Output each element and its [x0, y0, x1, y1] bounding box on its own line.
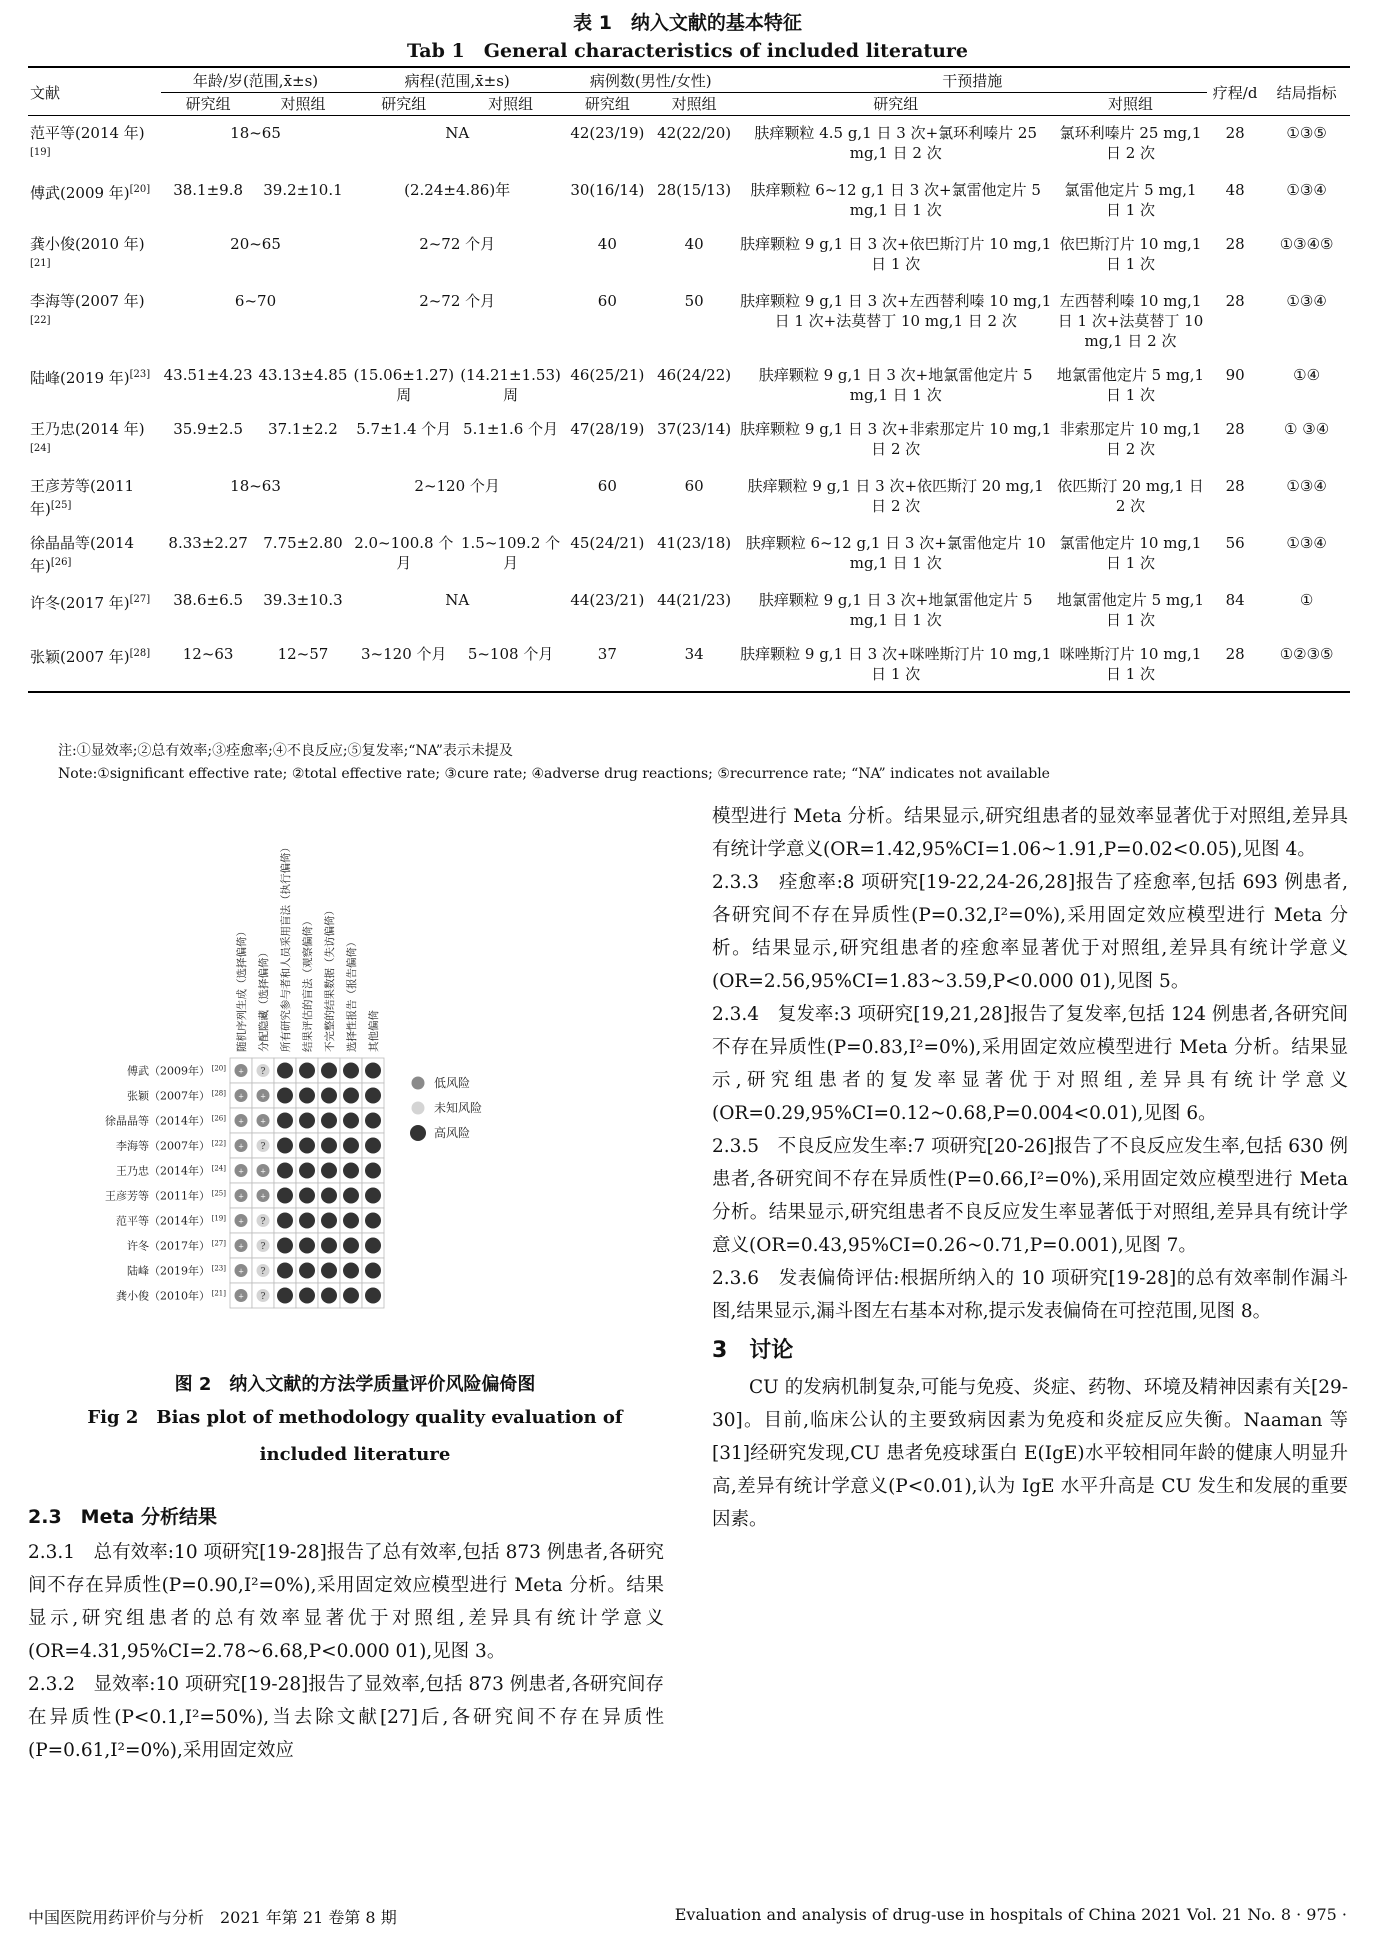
cell-intervention-control: 左西替利嗪 10 mg,1 日 1 次+法莫替丁 10 mg,1 日 2 次	[1057, 292, 1204, 350]
risk-high-dot	[343, 1163, 359, 1179]
cell-age: 18~65	[230, 124, 281, 142]
cell-course-control: 1.5~109.2 个月	[461, 534, 561, 572]
bias-domain-label: 随机序列生成（选择偏倚）	[236, 926, 248, 1052]
bias-domain-label: 结果评估的盲法（观察偏倚）	[302, 915, 314, 1052]
cell-cases-study: 45(24/21)	[570, 534, 645, 552]
cell-outcome: ①③④⑤	[1279, 235, 1334, 253]
literature-label: 徐晶晶等(2014 年)	[30, 534, 135, 575]
question-glyph: ?	[260, 1242, 266, 1252]
cell-outcome: ①③④	[1286, 477, 1327, 495]
cell-intervention-study: 肤痒颗粒 9 g,1 日 3 次+左西替利嗪 10 mg,1 日 1 次+法莫替丁 10 mg,1 日 2 次	[740, 292, 1052, 330]
cell-duration: 28	[1225, 477, 1245, 495]
legend-high-label: 高风险	[434, 1126, 471, 1140]
cell-outcome: ①③④	[1286, 534, 1327, 552]
cell-age-control: 37.1±2.2	[268, 420, 338, 438]
literature-ref: [28]	[129, 648, 151, 659]
cell-age-study: 38.1±9.8	[173, 181, 244, 199]
bias-domain-label: 不完整的结果数据（失访偏倚）	[324, 905, 336, 1052]
footer-journal-cn: 中国医院用药评价与分析 2021 年第 21 卷第 8 期	[28, 1908, 397, 1927]
risk-high-dot	[321, 1263, 337, 1279]
paragraph: 2.3.1 总有效率:10 项研究[19-28]报告了总有效率,包括 873 例患者,各研究间不存在异质性(P=0.90,I²=0%),采用固定效应模型进行 Meta 分析。结果显示,研究组患者的总有效率显著优于对照组,差异具有统计学意义(OR=4.31,95%CI=2.78~6.68,P<0.000 01),见图 3。	[28, 1542, 664, 1662]
table-row	[28, 412, 1350, 469]
risk-high-dot	[365, 1238, 381, 1254]
cell-duration: 28	[1225, 235, 1245, 253]
section-heading-discussion: 3 讨论	[712, 1338, 794, 1363]
literature-label: 龚小俊(2010 年)	[30, 235, 145, 253]
table-row	[28, 173, 1350, 227]
cell-intervention-study: 肤痒颗粒 6~12 g,1 日 3 次+氯雷他定片 5 mg,1 日 1 次	[750, 181, 1041, 219]
risk-high-dot	[277, 1138, 293, 1154]
study-label: 李海等（2007年）	[116, 1139, 210, 1153]
cell-cases-control: 40	[684, 235, 704, 253]
risk-high-dot	[299, 1263, 315, 1279]
cell-duration: 28	[1207, 637, 1263, 692]
literature-label: 张颖(2007 年)	[30, 648, 130, 666]
literature-label: 陆峰(2019 年)	[30, 369, 130, 387]
legend-low-label: 低风险	[434, 1076, 471, 1090]
cell-cases-study: 37	[564, 637, 651, 692]
risk-high-dot	[277, 1263, 293, 1279]
literature-ref: [26]	[50, 557, 72, 568]
table-title-cn: 表 1 纳入文献的基本特征	[573, 12, 802, 34]
cell-age-study: 38.6±6.5	[173, 591, 244, 609]
cell-cases-control: 42(22/20)	[657, 124, 732, 142]
cell-age: 20~65	[230, 235, 281, 253]
study-ref: [22]	[211, 1139, 226, 1148]
study-label: 许冬（2017年）	[127, 1239, 210, 1253]
risk-high-dot	[299, 1138, 315, 1154]
header-duration: 疗程/d	[1207, 67, 1263, 116]
cell-course: 2~72 个月	[419, 292, 496, 310]
plus-glyph: +	[238, 1192, 244, 1201]
literature-ref: [21]	[30, 258, 51, 269]
risk-high-dot	[277, 1163, 293, 1179]
study-ref: [25]	[211, 1189, 226, 1198]
risk-high-dot	[321, 1113, 337, 1129]
paragraph: 2.3.3 痊愈率:8 项研究[19-22,24-26,28]报告了痊愈率,包括 693 例患者,各研究间不存在异质性(P=0.32,I²=0%),采用固定效应模型进行 Meta 分析。结果显示,研究组患者的痊愈率显著优于对照组,差异具有统计学意义(OR=2.56,95%CI=1.83~3.59,P<0.000 01),见图 5。	[712, 872, 1348, 992]
cell-cases-study: 60	[597, 292, 617, 310]
table-row	[28, 583, 1350, 637]
plus-glyph: +	[238, 1067, 244, 1076]
header-intervention: 干预措施	[738, 67, 1208, 93]
risk-high-dot	[321, 1138, 337, 1154]
cell-duration: 56	[1225, 534, 1245, 552]
risk-high-dot	[277, 1088, 293, 1104]
cell-literature	[28, 637, 161, 692]
cell-intervention-control: 依匹斯汀 20 mg,1 日 2 次	[1057, 477, 1204, 515]
risk-high-dot	[321, 1163, 337, 1179]
cell-literature	[28, 227, 161, 284]
table-row	[28, 637, 1350, 692]
cell-cases-control: 60	[684, 477, 704, 495]
risk-high-dot	[365, 1288, 381, 1304]
table-note-en: Note:①significant effective rate; ②total effective rate; ③cure rate; ④adverse drug reactions; ⑤recurrence rate; “NA” indicates not available	[58, 766, 1050, 782]
question-glyph: ?	[260, 1142, 266, 1152]
risk-high-dot	[365, 1163, 381, 1179]
cell-cases-study: 40	[597, 235, 617, 253]
subheader-study: 研究组	[350, 93, 457, 116]
cell-intervention-control: 氯雷他定片 10 mg,1 日 1 次	[1059, 534, 1202, 572]
plus-glyph: +	[238, 1292, 244, 1301]
cell-age-control: 12~57	[256, 637, 351, 692]
plus-glyph: +	[238, 1117, 244, 1126]
risk-high-dot	[299, 1188, 315, 1204]
cell-age-study: 8.33±2.27	[168, 534, 248, 552]
study-label: 龚小俊（2010年）	[116, 1289, 210, 1303]
bias-domain-label: 其他偏倚	[368, 1010, 380, 1052]
cell-course: (2.24±4.86)年	[404, 181, 511, 199]
cell-intervention-study: 肤痒颗粒 9 g,1 日 3 次+咪唑斯汀片 10 mg,1 日 1 次	[738, 637, 1054, 692]
cell-course-study: 2.0~100.8 个月	[354, 534, 454, 572]
cell-outcome: ①④	[1293, 366, 1321, 384]
paragraph: 2.3.5 不良反应发生率:7 项研究[20-26]报告了不良反应发生率,包括 630 例患者,各研究间不存在异质性(P=0.66,I²=0%),采用固定效应模型进行 Meta 分析。结果显示,研究组患者不良反应发生率显著低于对照组,差异具有统计学意义(OR=0.43,95%CI=0.26~0.71,P=0.001),见图 7。	[712, 1136, 1348, 1256]
literature-ref: [23]	[129, 369, 151, 380]
study-ref: [20]	[211, 1064, 226, 1073]
study-label: 傅武（2009年）	[127, 1064, 210, 1078]
risk-high-dot	[299, 1113, 315, 1129]
cell-duration: 28	[1225, 292, 1245, 310]
risk-high-dot	[365, 1213, 381, 1229]
cell-intervention-study: 肤痒颗粒 9 g,1 日 3 次+地氯雷他定片 5 mg,1 日 1 次	[758, 591, 1033, 629]
cell-outcome: ①③④	[1286, 292, 1327, 310]
cell-intervention-control: 依巴斯汀片 10 mg,1 日 1 次	[1059, 235, 1202, 273]
literature-ref: [20]	[129, 184, 151, 195]
cell-cases-control: 34	[651, 637, 738, 692]
cell-literature	[28, 583, 161, 637]
cell-duration: 84	[1225, 591, 1245, 609]
study-ref: [27]	[211, 1239, 226, 1248]
characteristics-table	[28, 66, 1350, 693]
cell-course-control: 5~108 个月	[457, 637, 564, 692]
literature-ref: [27]	[129, 594, 151, 605]
cell-duration: 48	[1225, 181, 1245, 199]
risk-high-dot	[299, 1163, 315, 1179]
risk-high-dot	[299, 1288, 315, 1304]
cell-intervention-control: 咪唑斯汀片 10 mg,1 日 1 次	[1054, 637, 1207, 692]
cell-literature	[28, 173, 161, 227]
literature-label: 王彦芳等(2011 年)	[30, 477, 135, 518]
plus-glyph: +	[238, 1217, 244, 1226]
table-note-cn: 注:①显效率;②总有效率;③痊愈率;④不良反应;⑤复发率;“NA”表示未提及	[58, 743, 513, 759]
risk-high-dot	[299, 1088, 315, 1104]
risk-high-dot	[277, 1238, 293, 1254]
table-row	[28, 358, 1350, 412]
question-glyph: ?	[260, 1292, 266, 1302]
cell-cases-control: 28(15/13)	[657, 181, 732, 199]
subheader-control: 对照组	[457, 93, 564, 116]
risk-of-bias-figure	[80, 800, 660, 1360]
risk-high-dot	[343, 1263, 359, 1279]
risk-high-dot	[277, 1188, 293, 1204]
cell-intervention-study: 肤痒颗粒 4.5 g,1 日 3 次+氯环利嗪片 25 mg,1 日 2 次	[754, 124, 1037, 162]
study-label: 张颖（2007年）	[127, 1089, 210, 1103]
header-literature: 文献	[28, 67, 161, 116]
cell-age-study: 43.51±4.23	[163, 366, 253, 384]
cell-cases-study: 47(28/19)	[570, 420, 645, 438]
cell-age: 18~63	[230, 477, 281, 495]
risk-high-dot	[321, 1188, 337, 1204]
subheader-study: 研究组	[161, 93, 256, 116]
plus-glyph: +	[260, 1192, 266, 1201]
paragraph: 2.3.4 复发率:3 项研究[19,21,28]报告了复发率,包括 124 例患者,各研究间不存在异质性(P=0.83,I²=0%),采用固定效应模型进行 Meta 分析。结果显示,研究组患者的复发率显著优于对照组,差异具有统计学意义(OR=0.29,95%CI=0.12~0.68,P=0.004<0.01),见图 6。	[712, 1004, 1348, 1124]
cell-cases-study: 44(23/21)	[570, 591, 645, 609]
study-ref: [19]	[211, 1214, 226, 1223]
cell-duration: 90	[1225, 366, 1245, 384]
figure-caption-en-2: included literature	[259, 1444, 451, 1465]
cell-literature	[28, 358, 161, 412]
cell-cases-control: 50	[684, 292, 704, 310]
subheader-control: 对照组	[1054, 93, 1207, 116]
paragraph: 2.3.2 显效率:10 项研究[19-28]报告了显效率,包括 873 例患者,各研究间存在异质性(P<0.1,I²=50%),当去除文献[27]后,各研究间不存在异质性(P=0.61,I²=0%),采用固定效应	[28, 1674, 664, 1761]
subheader-study: 研究组	[564, 93, 651, 116]
section-heading-2-3: 2.3 Meta 分析结果	[28, 1506, 217, 1528]
bias-domain-label: 分配隐藏（选择偏倚）	[258, 947, 270, 1052]
cell-age-control: 39.3±10.3	[263, 591, 343, 609]
risk-high-dot	[299, 1238, 315, 1254]
bias-domain-label: 所有研究参与者和人员采用盲法（执行偏倚）	[280, 842, 292, 1052]
risk-high-dot	[343, 1138, 359, 1154]
cell-intervention-control: 氯环利嗪片 25 mg,1 日 2 次	[1059, 124, 1202, 162]
plus-glyph: +	[238, 1242, 244, 1251]
table-row	[28, 526, 1350, 583]
risk-high-dot	[277, 1213, 293, 1229]
study-label: 范平等（2014年）	[116, 1214, 210, 1228]
study-ref: [26]	[211, 1114, 226, 1123]
legend-low-dot	[412, 1077, 425, 1090]
cell-outcome: ①②③⑤	[1263, 637, 1350, 692]
cell-cases-control: 44(21/23)	[657, 591, 732, 609]
risk-high-dot	[321, 1288, 337, 1304]
literature-ref: [24]	[30, 443, 51, 454]
cell-course: NA	[445, 124, 470, 142]
cell-course: NA	[445, 591, 470, 609]
cell-outcome: ①③⑤	[1286, 124, 1327, 142]
risk-high-dot	[365, 1188, 381, 1204]
cell-cases-control: 46(24/22)	[657, 366, 732, 384]
risk-high-dot	[277, 1113, 293, 1129]
risk-high-dot	[365, 1063, 381, 1079]
cell-course: 2~120 个月	[414, 477, 500, 495]
cell-literature	[28, 116, 161, 174]
subheader-control: 对照组	[256, 93, 351, 116]
plus-glyph: +	[238, 1092, 244, 1101]
question-glyph: ?	[260, 1067, 266, 1077]
cell-age-study: 35.9±2.5	[173, 420, 244, 438]
risk-high-dot	[343, 1063, 359, 1079]
risk-high-dot	[299, 1213, 315, 1229]
risk-high-dot	[365, 1263, 381, 1279]
subheader-control: 对照组	[651, 93, 738, 116]
cell-intervention-control: 地氯雷他定片 5 mg,1 日 1 次	[1056, 591, 1205, 629]
study-ref: [28]	[211, 1089, 226, 1098]
study-label: 陆峰（2019年）	[127, 1264, 210, 1278]
header-age: 年龄/岁(范围,x̄±s)	[161, 67, 351, 93]
question-glyph: ?	[260, 1217, 266, 1227]
cell-age: 6~70	[234, 292, 277, 310]
question-glyph: ?	[260, 1267, 266, 1277]
cell-age-control: 7.75±2.80	[263, 534, 343, 552]
cell-intervention-study: 肤痒颗粒 9 g,1 日 3 次+非索那定片 10 mg,1 日 2 次	[740, 420, 1052, 458]
paragraph: CU 的发病机制复杂,可能与免疫、炎症、药物、环境及精神因素有关[29-30]。目前,临床公认的主要致病因素为免疫和炎症反应失衡。Naaman 等[31]经研究发现,CU 患者免疫球蛋白 E(IgE)水平较相同年龄的健康人明显升高,差异有统计学意义(P<0.01),认为 IgE 水平升高是 CU 发生和发展的重要因素。	[712, 1377, 1348, 1530]
risk-high-dot	[321, 1213, 337, 1229]
cell-literature	[28, 469, 161, 526]
table-row	[28, 116, 1350, 174]
cell-cases-control: 37(23/14)	[657, 420, 732, 438]
plus-glyph: +	[260, 1167, 266, 1176]
cell-literature	[28, 526, 161, 583]
risk-high-dot	[343, 1288, 359, 1304]
risk-high-dot	[365, 1113, 381, 1129]
literature-label: 王乃忠(2014 年)	[30, 420, 145, 438]
literature-ref: [19]	[30, 147, 51, 158]
cell-outcome: ①③④	[1286, 181, 1327, 199]
cell-course-study: 3~120 个月	[350, 637, 457, 692]
cell-age-study: 12~63	[161, 637, 256, 692]
literature-label: 李海等(2007 年)	[30, 292, 145, 310]
literature-label: 范平等(2014 年)	[30, 124, 145, 142]
risk-high-dot	[343, 1088, 359, 1104]
risk-high-dot	[343, 1113, 359, 1129]
cell-course-study: (15.06±1.27) 周	[353, 366, 455, 404]
left-column	[28, 1536, 664, 1767]
cell-outcome: ① ③④	[1284, 420, 1330, 438]
cell-literature	[28, 412, 161, 469]
legend-unclear-label: 未知风险	[434, 1101, 483, 1115]
study-label: 王乃忠（2014年）	[116, 1164, 210, 1178]
paragraph: 2.3.6 发表偏倚评估:根据所纳入的 10 项研究[19-28]的总有效率制作漏斗图,结果显示,漏斗图左右基本对称,提示发表偏倚在可控范围,见图 8。	[712, 1268, 1348, 1322]
subheader-study: 研究组	[738, 93, 1054, 116]
study-ref: [21]	[211, 1289, 226, 1298]
cell-duration: 28	[1225, 124, 1245, 142]
table-title-en: Tab 1 General characteristics of included literature	[406, 40, 969, 62]
header-outcome: 结局指标	[1263, 67, 1350, 116]
figure-caption-cn: 图 2 纳入文献的方法学质量评价风险偏倚图	[174, 1374, 536, 1395]
cell-course-study: 5.7±1.4 个月	[356, 420, 452, 438]
table-row	[28, 227, 1350, 284]
plus-glyph: +	[238, 1167, 244, 1176]
cell-cases-study: 42(23/19)	[570, 124, 645, 142]
footer-journal-en: Evaluation and analysis of drug-use in hospitals of China 2021 Vol. 21 No. 8 · 975 ·	[674, 1905, 1347, 1924]
cell-cases-study: 30(16/14)	[570, 181, 645, 199]
cell-outcome: ①	[1299, 591, 1314, 609]
cell-age-control: 43.13±4.85	[258, 366, 348, 384]
cell-intervention-study: 肤痒颗粒 6~12 g,1 日 3 次+氯雷他定片 10 mg,1 日 1 次	[745, 534, 1046, 572]
cell-cases-control: 41(23/18)	[657, 534, 732, 552]
risk-high-dot	[321, 1238, 337, 1254]
study-label: 王彦芳等（2011年）	[105, 1189, 210, 1203]
cell-literature	[28, 284, 161, 358]
legend-unclear-dot	[412, 1102, 425, 1115]
risk-high-dot	[321, 1088, 337, 1104]
study-label: 徐晶晶等（2014年）	[105, 1114, 210, 1128]
bias-domain-label: 选择性报告（报告偏倚）	[346, 936, 358, 1052]
header-cases: 病例数(男性/女性)	[564, 67, 738, 93]
header-course: 病程(范围,x̄±s)	[350, 67, 564, 93]
cell-duration: 28	[1225, 420, 1245, 438]
legend-high-dot	[410, 1125, 426, 1141]
table-row	[28, 284, 1350, 358]
risk-high-dot	[343, 1238, 359, 1254]
cell-intervention-study: 肤痒颗粒 9 g,1 日 3 次+依匹斯汀 20 mg,1 日 2 次	[747, 477, 1044, 515]
cell-course-control: 5.1±1.6 个月	[463, 420, 559, 438]
cell-intervention-control: 非索那定片 10 mg,1 日 2 次	[1059, 420, 1202, 458]
risk-high-dot	[365, 1088, 381, 1104]
figure-caption-en-1: Fig 2 Bias plot of methodology quality evaluation of	[87, 1407, 623, 1428]
cell-cases-study: 60	[597, 477, 617, 495]
literature-ref: [22]	[30, 315, 51, 326]
study-ref: [24]	[211, 1164, 226, 1173]
cell-intervention-study: 肤痒颗粒 9 g,1 日 3 次+依巴斯汀片 10 mg,1 日 1 次	[740, 235, 1052, 273]
plus-glyph: +	[260, 1092, 266, 1101]
risk-high-dot	[343, 1213, 359, 1229]
risk-high-dot	[277, 1063, 293, 1079]
cell-intervention-control: 地氯雷他定片 5 mg,1 日 1 次	[1056, 366, 1205, 404]
risk-high-dot	[299, 1063, 315, 1079]
cell-intervention-study: 肤痒颗粒 9 g,1 日 3 次+地氯雷他定片 5 mg,1 日 1 次	[758, 366, 1033, 404]
table-row	[28, 469, 1350, 526]
cell-course-control: (14.21±1.53) 周	[460, 366, 561, 404]
study-ref: [23]	[211, 1264, 226, 1273]
literature-ref: [25]	[50, 500, 72, 511]
plus-glyph: +	[238, 1142, 244, 1151]
cell-cases-study: 46(25/21)	[570, 366, 645, 384]
literature-label: 傅武(2009 年)	[30, 184, 130, 202]
risk-high-dot	[343, 1188, 359, 1204]
plus-glyph: +	[260, 1117, 266, 1126]
cell-course: 2~72 个月	[419, 235, 496, 253]
risk-high-dot	[321, 1063, 337, 1079]
cell-age-control: 39.2±10.1	[263, 181, 343, 199]
paragraph: 模型进行 Meta 分析。结果显示,研究组患者的显效率显著优于对照组,差异具有统计学意义(OR=1.42,95%CI=1.06~1.91,P=0.02<0.05),见图 4。	[712, 806, 1348, 860]
risk-high-dot	[277, 1288, 293, 1304]
right-column	[712, 800, 1348, 1536]
plus-glyph: +	[238, 1267, 244, 1276]
risk-high-dot	[365, 1138, 381, 1154]
cell-intervention-control: 氯雷他定片 5 mg,1 日 1 次	[1064, 181, 1197, 219]
literature-label: 许冬(2017 年)	[30, 594, 130, 612]
